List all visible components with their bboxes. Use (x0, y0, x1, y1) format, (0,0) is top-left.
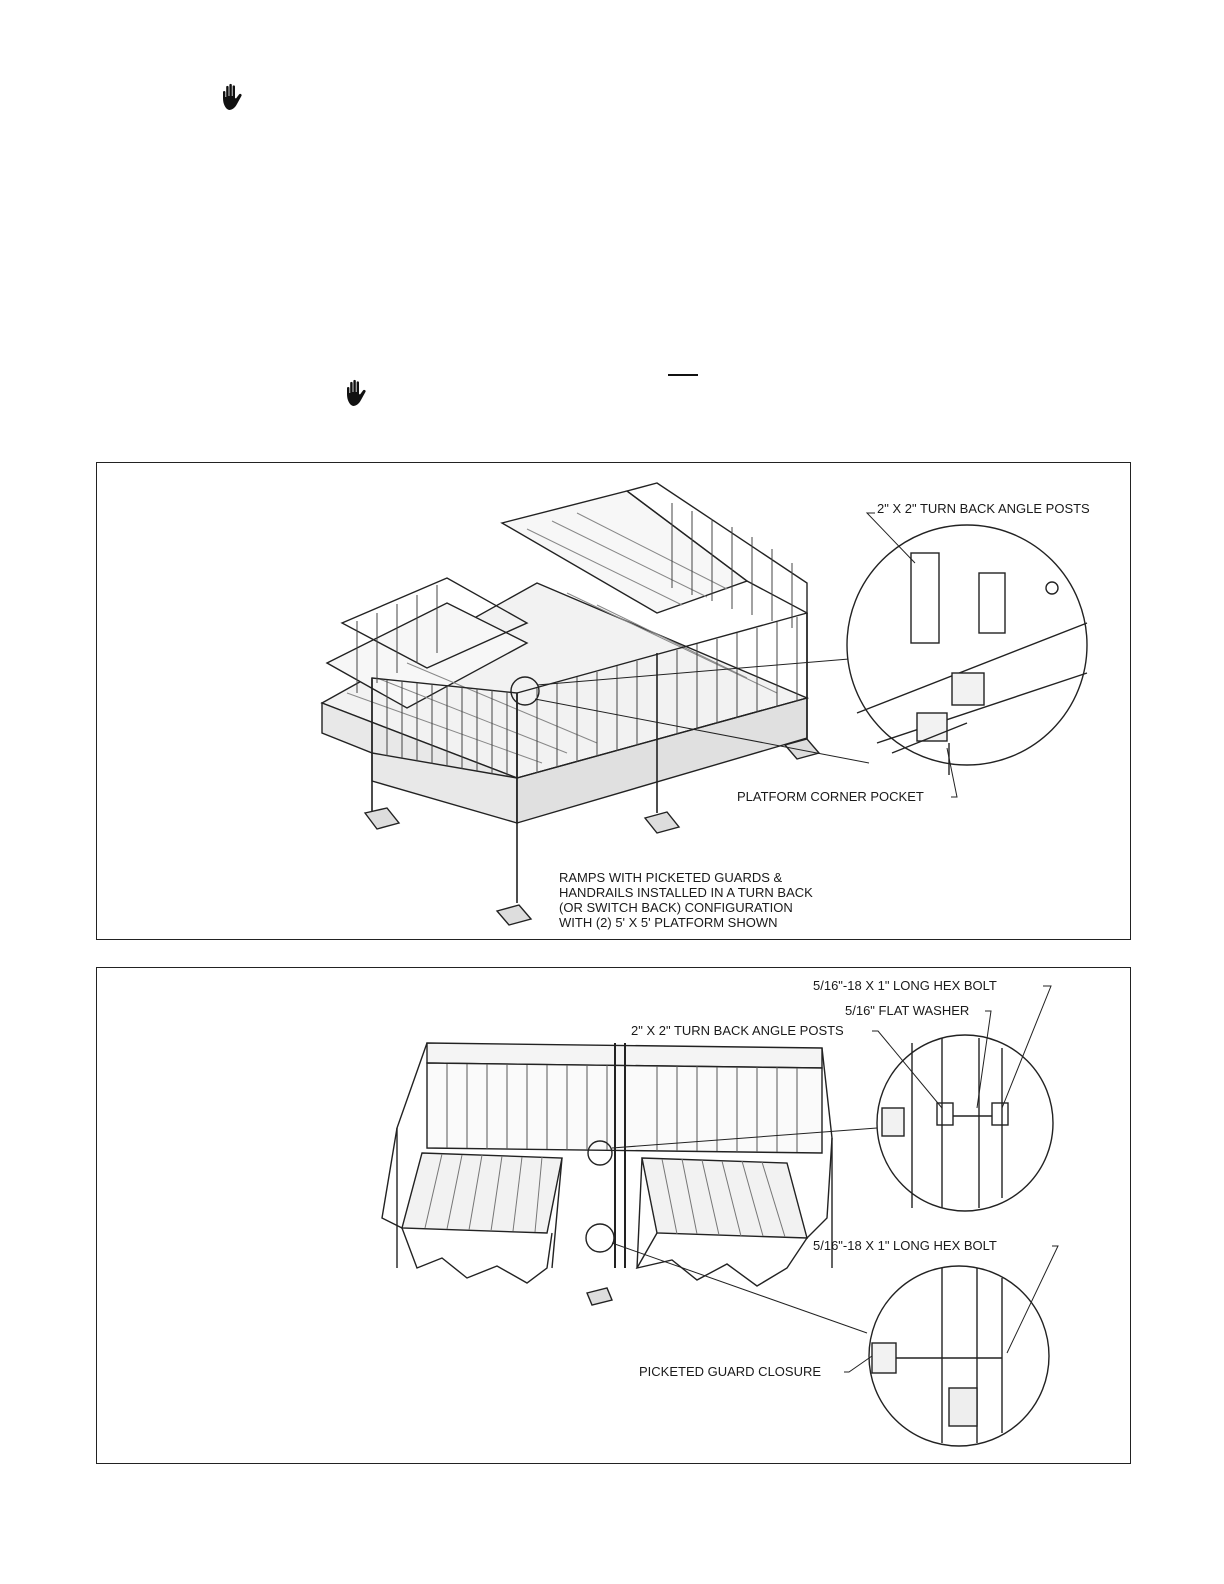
caption-line-2: HANDRAILS INSTALLED IN A TURN BACK (559, 885, 813, 900)
caption-line-1: RAMPS WITH PICKETED GUARDS & (559, 870, 783, 885)
ramp-closure-drawing (97, 968, 1132, 1465)
stop-hand-icon (342, 378, 372, 408)
underline-mark (668, 374, 698, 376)
stop-hand-icon (218, 82, 248, 112)
label-hex-bolt-bottom: 5/16"-18 X 1" LONG HEX BOLT (813, 1238, 997, 1253)
figure-picketed-guard-closure (96, 967, 1131, 1464)
label-turn-back-angle-posts: 2" X 2" TURN BACK ANGLE POSTS (631, 1023, 844, 1038)
label-turn-back-angle-posts: 2" X 2" TURN BACK ANGLE POSTS (877, 501, 1090, 516)
caption-line-4: WITH (2) 5' X 5' PLATFORM SHOWN (559, 915, 778, 930)
figure-turn-back-platform (96, 462, 1131, 940)
label-flat-washer: 5/16" FLAT WASHER (845, 1003, 970, 1018)
label-picketed-guard-closure: PICKETED GUARD CLOSURE (639, 1364, 822, 1379)
caption-line-3: (OR SWITCH BACK) CONFIGURATION (559, 900, 793, 915)
label-hex-bolt-top: 5/16"-18 X 1" LONG HEX BOLT (813, 978, 997, 993)
label-platform-corner-pocket: PLATFORM CORNER POCKET (737, 789, 924, 804)
isometric-platform-drawing (97, 463, 1132, 941)
